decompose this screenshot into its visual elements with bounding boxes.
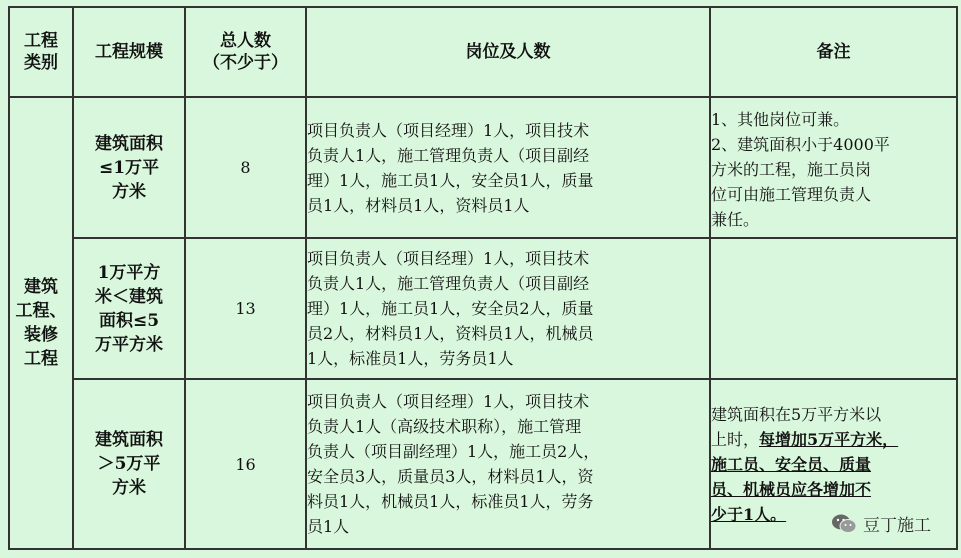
total-cell: 8 <box>185 97 306 238</box>
total-cell: 13 <box>185 238 306 379</box>
header-scale: 工程规模 <box>73 7 185 97</box>
positions-line: 负责人1人，施工管理负责人（项目副经 <box>307 145 590 165</box>
positions-line: 理）1人，施工员1人，安全员2人，质量 <box>307 299 594 318</box>
scale-line: 方米 <box>112 478 146 498</box>
header-category <box>9 7 73 97</box>
scale-line: 面积≤5 <box>98 310 160 331</box>
scale-cell <box>73 379 185 549</box>
table-row <box>9 379 957 549</box>
positions-line: 1人，标准员1人，劳务员1人 <box>307 349 514 368</box>
positions-line: 负责人（项目副经理）1人，施工员2人， <box>307 442 600 461</box>
category-line: 建筑 <box>24 277 58 297</box>
header-total <box>185 7 306 97</box>
header-positions: 岗位及人数 <box>306 7 710 97</box>
remarks-emphasis: 少于1人。 <box>711 504 787 524</box>
remarks-line: 1、其他岗位可兼。 <box>711 110 850 129</box>
positions-line: 员1人，材料员1人，资料员1人 <box>307 195 530 215</box>
scale-line: ＞5万平 <box>97 454 161 474</box>
positions-cell <box>306 379 710 549</box>
positions-line: 负责人1人（高级技术职称），施工管理 <box>307 417 582 436</box>
header-total-line: （不少于） <box>203 53 288 73</box>
positions-line: 理）1人，施工员1人，安全员1人，质量 <box>307 170 594 190</box>
scale-line: 建筑面积 <box>95 133 163 154</box>
header-remarks: 备注 <box>710 7 957 97</box>
staffing-table <box>8 6 958 550</box>
remarks-emphasis: 施工员、安全员、质量 <box>711 454 872 474</box>
positions-cell <box>306 97 710 238</box>
watermark <box>831 511 931 536</box>
scale-line: 万平方米 <box>95 334 163 355</box>
scale-line: 方米 <box>112 181 146 202</box>
positions-line: 员2人，材料员1人，资料员1人，机械员 <box>307 324 594 343</box>
category-line: 工程 <box>24 349 58 369</box>
category-line: 工程、 <box>15 301 67 321</box>
scale-line: 建筑面积 <box>95 430 163 450</box>
scale-line: 米＜建筑 <box>95 286 163 307</box>
scale-line: 1万平方 <box>97 262 161 283</box>
header-category-line: 类别 <box>24 53 58 73</box>
remarks-line: 方米的工程，施工员岗 <box>711 160 872 179</box>
remarks-line: 2、建筑面积小于4000平 <box>711 135 890 154</box>
header-total-line: 总人数 <box>220 31 271 51</box>
category-cell <box>9 97 73 549</box>
total-cell: 16 <box>185 379 306 549</box>
remarks-line: 位可由施工管理负责人 <box>711 185 872 204</box>
positions-line: 安全员3人，质量员3人，材料员1人，资 <box>307 467 594 486</box>
positions-line: 项目负责人（项目经理）1人，项目技术 <box>307 120 590 140</box>
remarks-cell-empty <box>710 238 957 379</box>
remarks-cell <box>710 97 957 238</box>
table-row <box>9 238 957 379</box>
remarks-text: 上时， <box>711 429 760 449</box>
remarks-line <box>711 427 956 452</box>
table-row <box>9 97 957 238</box>
wechat-icon <box>831 513 857 535</box>
category-line: 装修 <box>24 325 58 345</box>
positions-line: 项目负责人（项目经理）1人，项目技术 <box>307 392 590 411</box>
watermark-text: 豆丁施工 <box>863 516 931 536</box>
remarks-line: 建筑面积在5万平方米以 <box>711 404 882 424</box>
positions-cell <box>306 238 710 379</box>
scale-cell <box>73 238 185 379</box>
positions-line: 员1人 <box>307 517 350 536</box>
remarks-line: 兼任。 <box>711 210 760 229</box>
scale-line: ≤1万平 <box>98 157 160 178</box>
positions-line: 负责人1人，施工管理负责人（项目副经 <box>307 274 590 293</box>
scale-cell <box>73 97 185 238</box>
positions-line: 项目负责人（项目经理）1人，项目技术 <box>307 249 590 268</box>
remarks-emphasis: 员、机械员应各增加不 <box>711 479 872 499</box>
header-category-line: 工程 <box>24 31 58 51</box>
header-row <box>9 7 957 97</box>
remarks-emphasis: 每增加5万平方米， <box>759 429 899 449</box>
positions-line: 料员1人，机械员1人，标准员1人，劳务 <box>307 492 594 511</box>
